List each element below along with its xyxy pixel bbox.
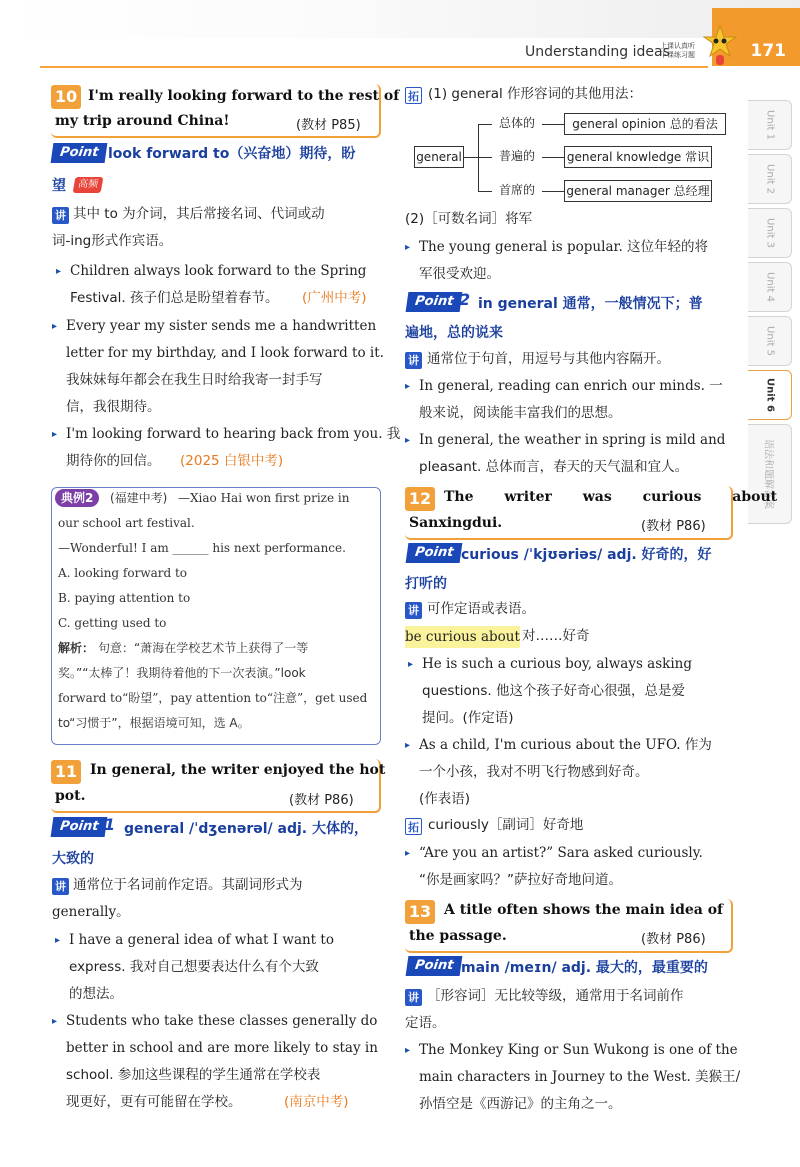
example-sentence: ▸ Every year my sister sends me a handwritten <box>66 313 376 340</box>
star-mascot-icon <box>703 24 737 68</box>
example-sentence: ▸ He is such a curious boy, always asking <box>422 651 692 678</box>
question-text: —Wonderful! I am ______ his next performance. <box>58 541 346 555</box>
extension-heading: (1) general 作形容词的其他用法： <box>428 86 643 102</box>
tab-label: 语法和题解答案 <box>762 439 773 509</box>
sentence-line: my trip around China! <box>55 113 230 129</box>
diagram-line <box>464 157 478 158</box>
key-phrase: be curious about <box>405 626 520 648</box>
example-sentence: “你是画家吗？”萨拉好奇地问道。 <box>419 872 622 888</box>
point-number: 1 <box>104 815 116 834</box>
sentence-line: In general, the writer enjoyed the hot <box>90 762 386 778</box>
tab-label: Unit 1 <box>764 110 775 140</box>
tab-unit-5[interactable] <box>748 316 792 366</box>
header-subtitle: 上课认真听 下课练习题 <box>660 42 695 59</box>
explanation: 其中 to 为介词，其后常接名词、代词或动 <box>73 206 325 222</box>
sentence-number: 13 <box>405 900 435 924</box>
example-sentence: express. 我对自己想要表达什么有个大致 <box>69 959 319 975</box>
explain-icon: 讲 <box>405 602 422 619</box>
point-badge: Point <box>51 143 108 163</box>
sentence-number: 12 <box>405 487 435 511</box>
point-title: 遍地，总的说来 <box>405 325 503 341</box>
frequency-badge: 高频 <box>73 177 104 193</box>
option-a: A. looking forward to <box>58 566 188 580</box>
explain-icon: 讲 <box>405 352 422 369</box>
exam-source: (福建中考) <box>110 491 168 505</box>
explanation: 可作定语或表语。 <box>427 601 535 617</box>
diagram-line <box>478 124 492 125</box>
example-sentence: 的想法。 <box>69 986 123 1002</box>
example-sentence: Festival. 孩子们总是盼望着春节。 <box>70 290 279 306</box>
sentence-line: I'm really looking forward to the rest of <box>88 88 400 104</box>
extension-heading: curiously［副词］好奇地 <box>428 817 584 833</box>
point-title: general /ˈdʒenərəl/ adj. 大体的， <box>124 821 368 837</box>
explanation: 通常位于句首，用逗号与其他内容隔开。 <box>427 351 670 367</box>
sentence-line: the passage. <box>409 928 507 944</box>
question-text: our school art festival. <box>58 516 195 530</box>
diagram-line <box>542 124 564 125</box>
diagram-leaf: general opinion 总的看法 <box>564 113 726 135</box>
point-number: 2 <box>459 290 471 309</box>
diagram-leaf: general manager 总经理 <box>564 180 712 202</box>
point-title: 望 <box>52 178 66 194</box>
example-sentence: questions. 他这个孩子好奇心很强，总是爱 <box>422 683 685 699</box>
point-title: curious /ˈkjʊəriəs/ adj. 好奇的，好 <box>461 547 712 563</box>
example-sentence: better in school and are more likely to stay in <box>66 1040 378 1056</box>
answer-text: to“习惯于”，根据语境可知，选 A。 <box>58 716 250 730</box>
example-sentence: 我妹妹每年都会在我生日时给我寄一封手写 <box>66 372 323 388</box>
example-sentence: main characters in Journey to the West. 美猴王/ <box>419 1069 741 1085</box>
explain-icon: 讲 <box>52 878 69 895</box>
sentence-number: 10 <box>51 85 81 109</box>
example-sentence: school. 参加这些课程的学生通常在学校表 <box>66 1067 321 1083</box>
answer-text: forward to“盼望”，pay attention to“注意”，get used <box>58 691 368 705</box>
option-b: B. paying attention to <box>58 591 191 605</box>
example-sentence: 期待你的回信。 <box>66 453 161 469</box>
example-sentence: 提问。(作定语) <box>422 710 514 726</box>
diagram-node: 总体的 <box>492 113 542 135</box>
point-title: look forward to（兴奋地）期待，盼 <box>108 146 356 162</box>
header-rule <box>40 66 708 68</box>
diagram-line <box>542 157 564 158</box>
page-number: 171 <box>750 41 786 61</box>
answer-text: 奖。”“太棒了！我期待着他的下一次表演。”look <box>58 666 306 680</box>
diagram-line <box>478 157 492 158</box>
tab-unit-3[interactable] <box>748 208 792 258</box>
example-sentence: (作表语) <box>419 791 471 807</box>
diagram-root: general <box>414 146 464 168</box>
exam-source: (广州中考) <box>302 290 367 306</box>
point-badge: Point <box>406 292 463 312</box>
tab-label: Unit 5 <box>764 326 775 356</box>
example-sentence: ▸ I have a general idea of what I want to <box>69 927 334 954</box>
source-ref: (教材 P85) <box>296 118 361 133</box>
question-text: —Xiao Hai won first prize in <box>178 491 350 505</box>
diagram-node: 首席的 <box>492 180 542 202</box>
answer-label: 解析： <box>58 641 95 655</box>
sentence-line: The writer was curious about <box>444 489 778 505</box>
point-badge: Point <box>51 817 108 837</box>
source-ref: (教材 P86) <box>641 932 706 947</box>
diagram-line <box>478 191 492 192</box>
sentence-line: Sanxingdui. <box>409 515 503 531</box>
tab-label: Unit 3 <box>764 218 775 248</box>
explanation: ［形容词］无比较等级，通常用于名词前作 <box>427 988 684 1004</box>
point-title: main /meɪn/ adj. 最大的，最重要的 <box>461 960 708 976</box>
example-sentence: ▸ I'm looking forward to hearing back from you. 我 <box>66 421 400 448</box>
answer-text: 句意：“萧海在学校艺术节上获得了一等 <box>98 641 309 655</box>
sentence-line: pot. <box>55 788 86 804</box>
explanation: 通常位于名词前作定语。其副词形式为 <box>73 877 303 893</box>
diagram-line <box>478 124 479 192</box>
point-badge: Point <box>406 956 463 976</box>
explain-icon: 讲 <box>52 207 69 224</box>
exam-source: (南京中考) <box>284 1094 349 1110</box>
exam-source: (2025 白银中考) <box>180 453 284 469</box>
example-sentence: ▸ As a child, I'm curious about the UFO. 作为 <box>419 732 712 759</box>
example-sentence: 信，我很期待。 <box>66 399 161 415</box>
key-phrase-meaning: 对……好奇 <box>522 628 590 644</box>
source-ref: (教材 P86) <box>289 793 354 808</box>
tab-unit-2[interactable] <box>748 154 792 204</box>
example-sentence: ▸ The Monkey King or Sun Wukong is one of the <box>419 1037 738 1064</box>
diagram-node: 普遍的 <box>492 146 542 168</box>
header-band <box>0 0 800 38</box>
example-sentence: ▸ Children always look forward to the Spring <box>70 258 366 285</box>
tab-unit-1[interactable] <box>748 100 792 150</box>
tab-unit-4[interactable] <box>748 262 792 312</box>
extend-icon: 拓 <box>405 818 422 835</box>
point-title: 大致的 <box>52 851 94 867</box>
unit-tabs <box>748 100 792 528</box>
point-badge: Point <box>406 543 463 563</box>
example-badge: 典例2 <box>55 489 99 507</box>
diagram-leaf: general knowledge 常识 <box>564 146 712 168</box>
extend-icon: 拓 <box>405 87 422 104</box>
tab-answers[interactable] <box>748 424 792 524</box>
diagram-line <box>542 191 564 192</box>
example-sentence: 般来说，阅读能丰富我们的思想。 <box>419 405 622 421</box>
sentence-line: A title often shows the main idea of <box>444 902 724 918</box>
header-title: Understanding ideas <box>525 44 670 60</box>
example-sentence: 现更好，更有可能留在学校。 <box>66 1094 242 1110</box>
tab-label: Unit 6 <box>764 378 775 412</box>
extension-heading: (2)［可数名词］将军 <box>405 211 533 227</box>
example-sentence: 一个小孩，我对不明飞行物感到好奇。 <box>419 764 649 780</box>
tab-label: Unit 2 <box>764 164 775 194</box>
example-sentence: letter for my birthday, and I look forward to it. <box>66 345 384 361</box>
point-title: in general 通常，一般情况下；普 <box>478 296 703 312</box>
explain-icon: 讲 <box>405 989 422 1006</box>
source-ref: (教材 P86) <box>641 519 706 534</box>
sentence-number: 11 <box>51 760 81 784</box>
example-sentence: 孙悟空是《西游记》的主角之一。 <box>419 1096 622 1112</box>
tab-unit-6[interactable] <box>748 370 792 420</box>
explanation: 词-ing形式作宾语。 <box>52 233 173 249</box>
explanation: 定语。 <box>405 1015 446 1031</box>
example-sentence: ▸ “Are you an artist?” Sara asked curiously. <box>419 840 703 867</box>
option-c: C. getting used to <box>58 616 167 630</box>
example-sentence: pleasant. 总体而言，春天的天气温和宜人。 <box>419 459 689 475</box>
example-sentence: 军很受欢迎。 <box>419 266 500 282</box>
explanation: generally。 <box>52 904 130 920</box>
example-sentence: ▸ In general, the weather in spring is mild and <box>419 427 725 454</box>
example-sentence: ▸ Students who take these classes generally do <box>66 1008 377 1035</box>
example-sentence: ▸ In general, reading can enrich our minds. 一 <box>419 373 723 400</box>
example-sentence: ▸ The young general is popular. 这位年轻的将 <box>419 234 708 261</box>
point-title: 打听的 <box>405 576 447 592</box>
tab-label: Unit 4 <box>764 272 775 302</box>
